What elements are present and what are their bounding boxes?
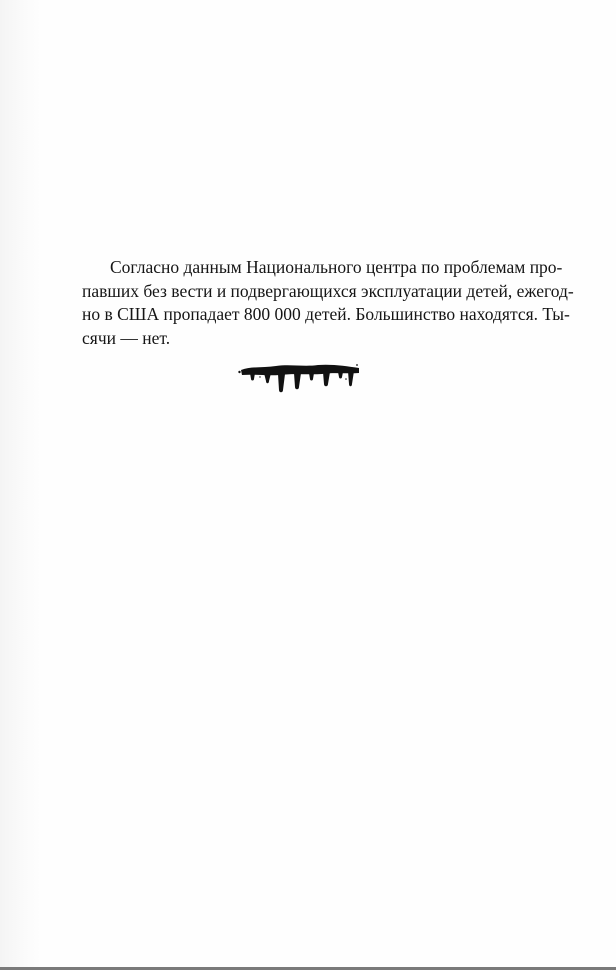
page-gutter-shadow <box>0 0 42 970</box>
paragraph-line: сячи — нет. <box>82 327 171 348</box>
body-paragraph <box>82 256 574 350</box>
paragraph-line: павших без вести и подвергающихся эксплуатации детей, ежегод- <box>82 280 574 301</box>
ink-drip-divider-icon <box>238 362 362 394</box>
paragraph-line: но в США пропадает 800 000 детей. Большинство находятся. Ты- <box>82 304 570 324</box>
paragraph-line: Согласно данным Национального центра по проблемам про- <box>110 257 563 277</box>
